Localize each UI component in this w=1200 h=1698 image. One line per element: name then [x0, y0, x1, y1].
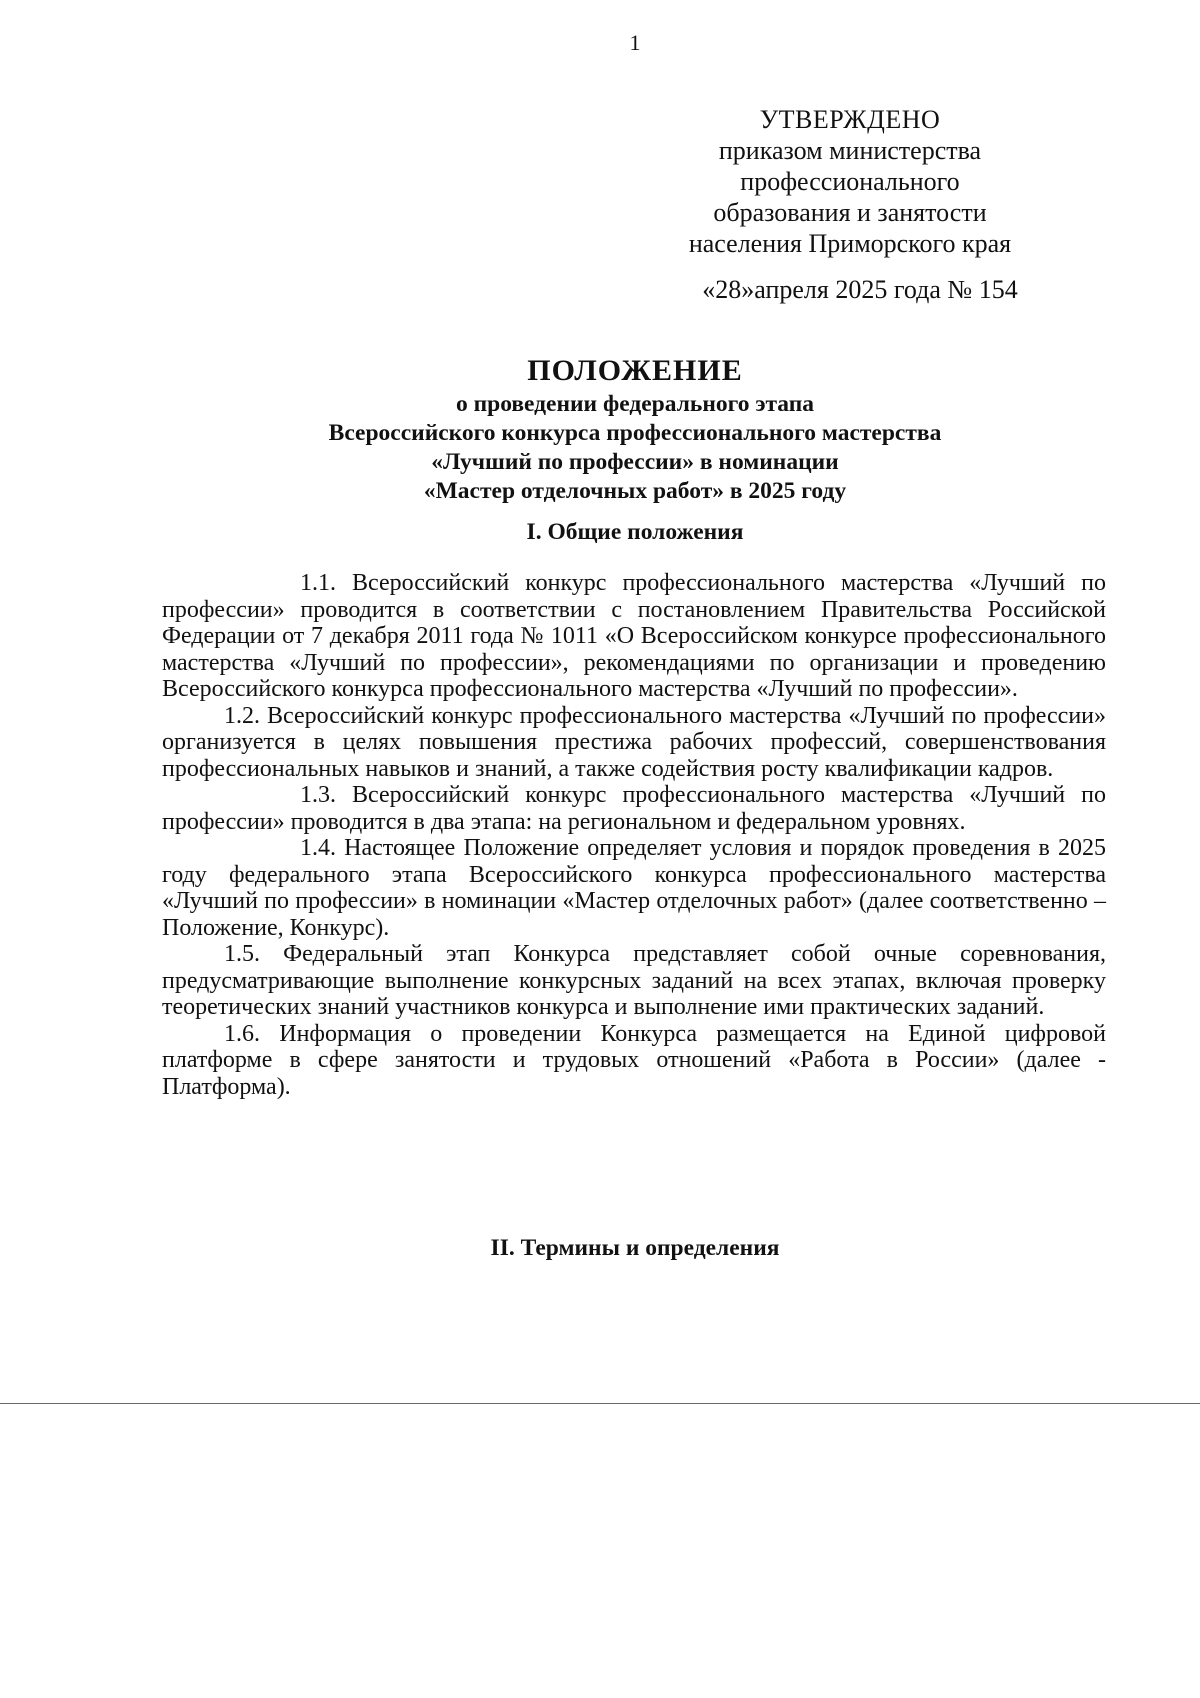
page-number: 1 — [629, 30, 641, 55]
subtitle-line: «Лучший по профессии» в номинации — [431, 449, 839, 475]
document-title: ПОЛОЖЕНИЕ — [527, 354, 743, 387]
approval-stamp: УТВЕРЖДЕНО — [759, 105, 941, 134]
approval-line: профессионального — [740, 167, 960, 196]
approval-line: образования и занятости — [713, 198, 987, 227]
section-body-general — [162, 570, 1106, 1100]
approval-line: населения Приморского края — [688, 229, 1012, 258]
paragraph-1-4: 1.4. Настоящее Положение определяет условия и порядок проведения в 2025 году федерального этапа Всероссийского конкурса профессионального мастерства «Лучший по профессии» в номинации «Мастер отделочных работ» (далее соответственно – Положение, Конкурс). — [162, 835, 1106, 941]
subtitle-line: о проведении федерального этапа — [455, 391, 815, 417]
paragraph-1-5: 1.5. Федеральный этап Конкурса представляет собой очные соревнования, предусматривающие выполнение конкурсных заданий на всех этапах, включая проверку теоретических знаний участников конкурса и выполнение ими практических заданий. — [162, 941, 1106, 1020]
paragraph-1-1: 1.1. Всероссийский конкурс профессионального мастерства «Лучший по профессии» проводится в соответствии с постановлением Правительства Российской Федерации от 7 декабря 2011 года № 1011 «О Всероссийском конкурсе профессионального мастерства «Лучший по профессии», рекомендациями по организации и проведению Всероссийского конкурса профессионального мастерства «Лучший по профессии». — [162, 570, 1106, 702]
paragraph-1-3: 1.3. Всероссийский конкурс профессионального мастерства «Лучший по профессии» проводится в два этапа: на региональном и федеральном уровнях. — [162, 782, 1106, 835]
approval-date: «28»апреля 2025 года № 154 — [702, 275, 1018, 304]
document-subtitle — [0, 390, 1200, 506]
approval-block — [680, 104, 1020, 259]
subtitle-line: Всероссийского конкурса профессионального мастерства — [328, 420, 942, 446]
paragraph-1-6: 1.6. Информация о проведении Конкурса размещается на Единой цифровой платформе в сфере занятости и трудовых отношений «Работа в России» (далее - Платформа). — [162, 1020, 1106, 1100]
subtitle-line: «Мастер отделочных работ» в 2025 году — [423, 478, 847, 504]
approval-line: приказом министерства — [718, 136, 982, 165]
section-heading-general: I. Общие положения — [526, 519, 744, 545]
paragraph-1-2: 1.2. Всероссийский конкурс профессионального мастерства «Лучший по профессии» организуется в целях повышения престижа рабочих профессий, совершенствования профессиональных навыков и знаний, а также содействия росту квалификации кадров. — [162, 702, 1106, 782]
section-heading-terms: II. Термины и определения — [490, 1235, 780, 1261]
page-divider — [0, 1403, 1200, 1404]
